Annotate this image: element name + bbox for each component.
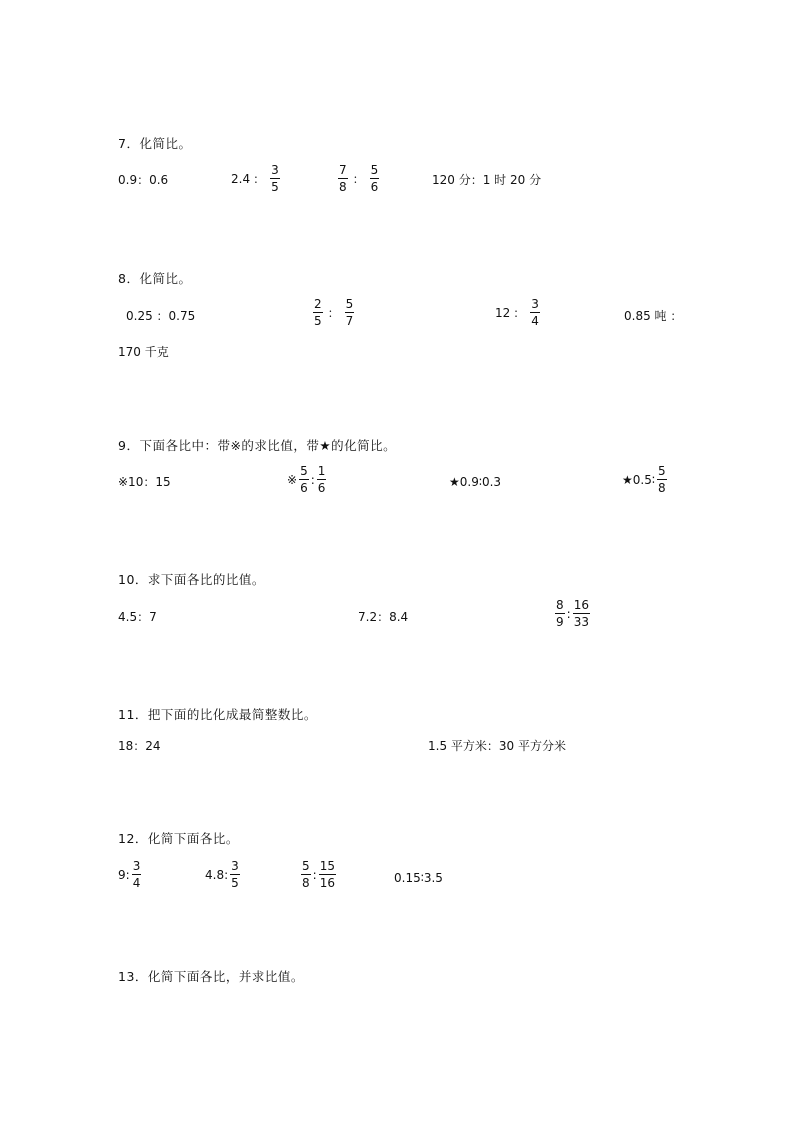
problem-9-item-1: ※10：15 xyxy=(118,475,171,489)
fraction xyxy=(530,298,540,327)
problem-7-item-3 xyxy=(336,164,381,193)
problem-9-item-2 xyxy=(287,465,328,494)
problem-10-item-1: 4.5：7 xyxy=(118,610,157,624)
ratio-colon: : xyxy=(312,867,317,882)
problem-8-item-1: 0.25 ：0.75 xyxy=(126,309,196,323)
problem-12-heading: 12．化简下面各比。 xyxy=(118,831,239,846)
denominator: 8 xyxy=(339,180,347,194)
reference-mark: ※ xyxy=(287,472,298,487)
fraction xyxy=(319,860,336,889)
problem-8-item-4-continued: 170 千克 xyxy=(118,345,169,359)
numerator: 3 xyxy=(271,163,279,177)
problem-12-item-4: 0.15∶3.5 xyxy=(394,871,443,885)
numerator: 2 xyxy=(314,297,322,311)
problem-8-item-3 xyxy=(495,298,542,327)
numerator: 5 xyxy=(345,297,354,311)
problem-7-item-1: 0.9：0.6 xyxy=(118,173,169,187)
fraction xyxy=(317,465,327,494)
problem-11-heading: 11．把下面的比化成最简整数比。 xyxy=(118,707,317,722)
denominator: 6 xyxy=(317,481,326,495)
problem-10-item-3 xyxy=(553,599,592,628)
denominator: 16 xyxy=(319,876,335,890)
ratio-colon: ： xyxy=(327,305,340,320)
fraction xyxy=(230,860,240,889)
whole-number: 4.8: xyxy=(205,867,229,882)
fraction xyxy=(301,860,311,889)
numerator: 7 xyxy=(339,163,347,177)
fraction xyxy=(132,860,142,889)
whole-number: 12 xyxy=(495,305,511,320)
problem-9-heading: 9．下面各比中：带※的求比值，带★的化简比。 xyxy=(118,438,397,453)
ratio-colon: ： xyxy=(352,171,365,186)
problem-12-item-1 xyxy=(118,860,143,889)
ratio-colon: : xyxy=(566,606,571,621)
problem-12-item-3 xyxy=(299,860,338,889)
problem-10-item-2: 7.2：8.4 xyxy=(358,610,409,624)
numerator: 3 xyxy=(231,859,239,873)
numerator: 1 xyxy=(317,464,326,478)
denominator: 6 xyxy=(300,481,308,495)
problem-10-heading: 10．求下面各比的比值。 xyxy=(118,572,265,587)
denominator: 6 xyxy=(370,180,379,194)
fraction xyxy=(555,599,565,628)
denominator: 33 xyxy=(573,615,589,629)
numerator: 5 xyxy=(300,464,308,478)
denominator: 7 xyxy=(345,314,354,328)
numerator: 3 xyxy=(531,297,539,311)
fraction xyxy=(270,164,280,193)
ratio-colon: : xyxy=(310,472,315,487)
problem-11-item-1: 18：24 xyxy=(118,739,161,753)
fraction xyxy=(338,164,348,193)
fraction xyxy=(370,164,380,193)
denominator: 5 xyxy=(231,876,239,890)
problem-8-item-2 xyxy=(311,298,356,327)
numerator: 16 xyxy=(573,598,589,612)
problem-9-item-3: ★0.9∶0.3 xyxy=(449,475,502,489)
fraction xyxy=(345,298,355,327)
numerator: 5 xyxy=(302,859,310,873)
problem-8-heading: 8．化简比。 xyxy=(118,271,192,286)
numerator: 3 xyxy=(132,859,141,873)
numerator: 8 xyxy=(556,598,564,612)
whole-number: 9: xyxy=(118,867,130,882)
denominator: 9 xyxy=(556,615,564,629)
problem-9-item-4 xyxy=(622,465,669,494)
denominator: 8 xyxy=(302,876,310,890)
problem-11-item-2: 1.5 平方米：30 平方分米 xyxy=(428,739,566,753)
numerator: 5 xyxy=(370,163,379,177)
fraction xyxy=(299,465,309,494)
numerator: 5 xyxy=(657,464,666,478)
problem-7-heading: 7．化简比。 xyxy=(118,136,192,151)
fraction xyxy=(313,298,323,327)
denominator: 4 xyxy=(132,876,141,890)
ratio-colon: ： xyxy=(513,305,526,320)
numerator: 15 xyxy=(319,859,335,873)
fraction xyxy=(657,465,667,494)
denominator: 4 xyxy=(531,314,539,328)
problem-7-item-4: 120 分：1 时 20 分 xyxy=(432,173,542,187)
fraction xyxy=(573,599,590,628)
problem-12-item-2 xyxy=(205,860,242,889)
denominator: 5 xyxy=(271,180,279,194)
denominator: 5 xyxy=(314,314,322,328)
problem-8-item-4: 0.85 吨 ： xyxy=(624,309,683,323)
ratio-colon: ： xyxy=(253,171,266,186)
problem-7-item-2 xyxy=(231,164,282,193)
star-ratio-prefix: ★0.5∶ xyxy=(622,472,655,487)
whole-number: 2.4 xyxy=(231,171,251,186)
denominator: 8 xyxy=(657,481,666,495)
problem-13-heading: 13．化简下面各比，并求比值。 xyxy=(118,969,304,984)
